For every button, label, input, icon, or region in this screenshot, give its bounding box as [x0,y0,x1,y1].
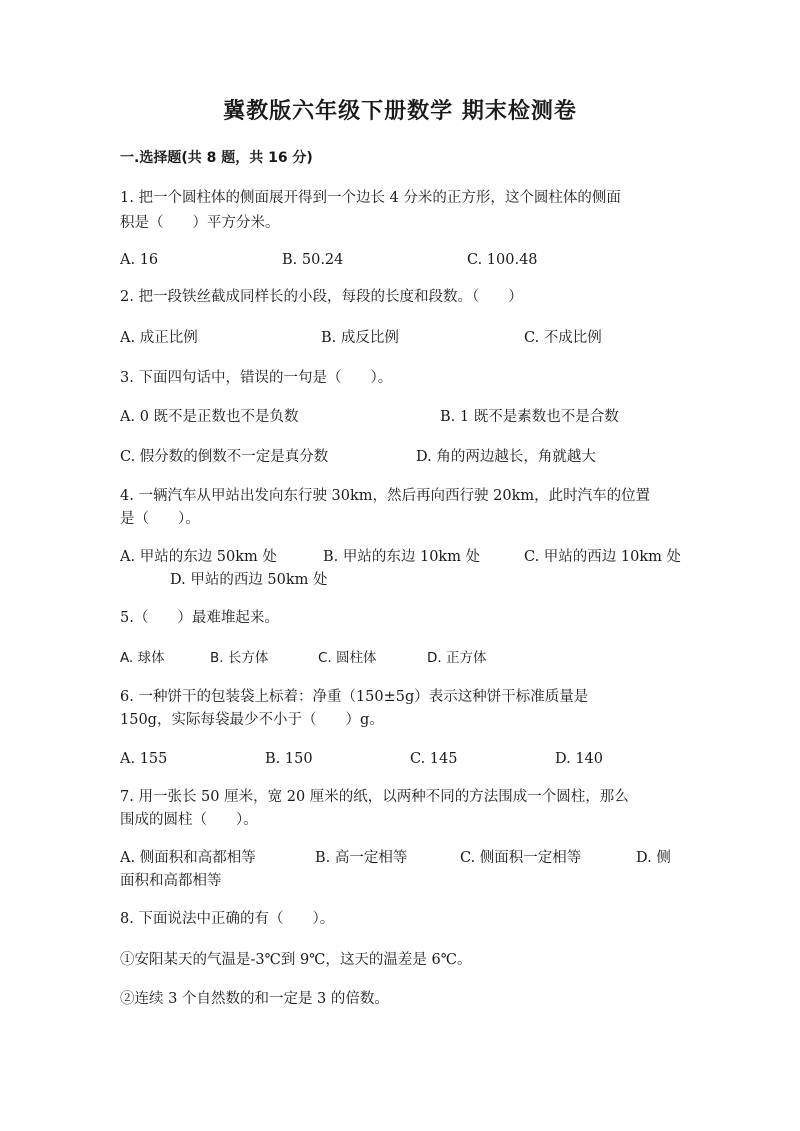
question-7-text-cont: 围成的圆柱（ ）。 [120,812,258,828]
q5-option-c: C. 圆柱体 [318,650,377,666]
question-4-text-cont: 是（ ）。 [120,511,200,527]
q2-option-b: B. 成反比例 [321,330,399,346]
q2-option-a: A. 成正比例 [120,330,198,346]
question-6-text-cont: 150g，实际每袋最少不小于（ ）g。 [120,712,384,728]
question-6-text: 6. 一种饼干的包装袋上标着：净重（150±5g）表示这种饼干标准质量是 [120,689,589,705]
q7-option-d-cont: 面积和高都相等 [120,873,222,889]
q7-option-b: B. 高一定相等 [315,850,408,866]
q3-option-a: A. 0 既不是正数也不是负数 [120,409,299,425]
q5-option-a: A. 球体 [120,650,165,666]
q6-option-b: B. 150 [265,751,313,767]
question-1-text: 1. 把一个圆柱体的侧面展开得到一个边长 4 分米的正方形，这个圆柱体的侧面 [120,190,621,206]
q7-option-d: D. 侧 [636,850,671,866]
page-title: 冀教版六年级下册数学 期末检测卷 [223,99,577,124]
q2-option-c: C. 不成比例 [524,330,602,346]
q5-option-b: B. 长方体 [210,650,269,666]
question-4-text: 4. 一辆汽车从甲站出发向东行驶 30km，然后再向西行驶 20km，此时汽车的位置 [120,488,651,504]
question-8-text: 8. 下面说法中正确的有（ ）。 [120,911,335,927]
q7-option-c: C. 侧面积一定相等 [460,850,582,866]
q5-option-d: D. 正方体 [427,650,487,666]
question-7-text: 7. 用一张长 50 厘米，宽 20 厘米的纸，以两种不同的方法围成一个圆柱，那么 [120,789,629,805]
q8-statement-2: ②连续 3 个自然数的和一定是 3 的倍数。 [120,991,389,1007]
question-2-text: 2. 把一段铁丝截成同样长的小段，每段的长度和段数。（ ） [120,289,523,305]
q7-option-a: A. 侧面积和高都相等 [120,850,256,866]
q1-option-b: B. 50.24 [282,252,344,268]
q3-option-d: D. 角的两边越长，角就越大 [416,449,596,465]
q4-option-c: C. 甲站的西边 10km 处 [524,549,682,565]
q6-option-c: C. 145 [410,751,458,767]
question-3-text: 3. 下面四句话中，错误的一句是（ ）。 [120,370,393,386]
q3-option-c: C. 假分数的倒数不一定是真分数 [120,449,329,465]
q4-option-b: B. 甲站的东边 10km 处 [323,549,481,565]
q6-option-d: D. 140 [555,751,604,767]
q1-option-c: C. 100.48 [467,252,538,268]
section-heading: 一.选择题(共 8 题，共 16 分) [120,150,313,166]
q4-option-d: D. 甲站的西边 50km 处 [170,572,328,588]
question-1-text-cont: 积是（ ）平方分米。 [120,215,280,231]
q3-option-b: B. 1 既不是素数也不是合数 [440,409,619,425]
q1-option-a: A. 16 [120,252,159,268]
q6-option-a: A. 155 [120,751,168,767]
q8-statement-1: ①安阳某天的气温是-3℃到 9℃，这天的温差是 6℃。 [120,952,472,968]
q4-option-a: A. 甲站的东边 50km 处 [120,549,277,565]
question-5-text: 5.（ ）最难堆起来。 [120,610,279,626]
